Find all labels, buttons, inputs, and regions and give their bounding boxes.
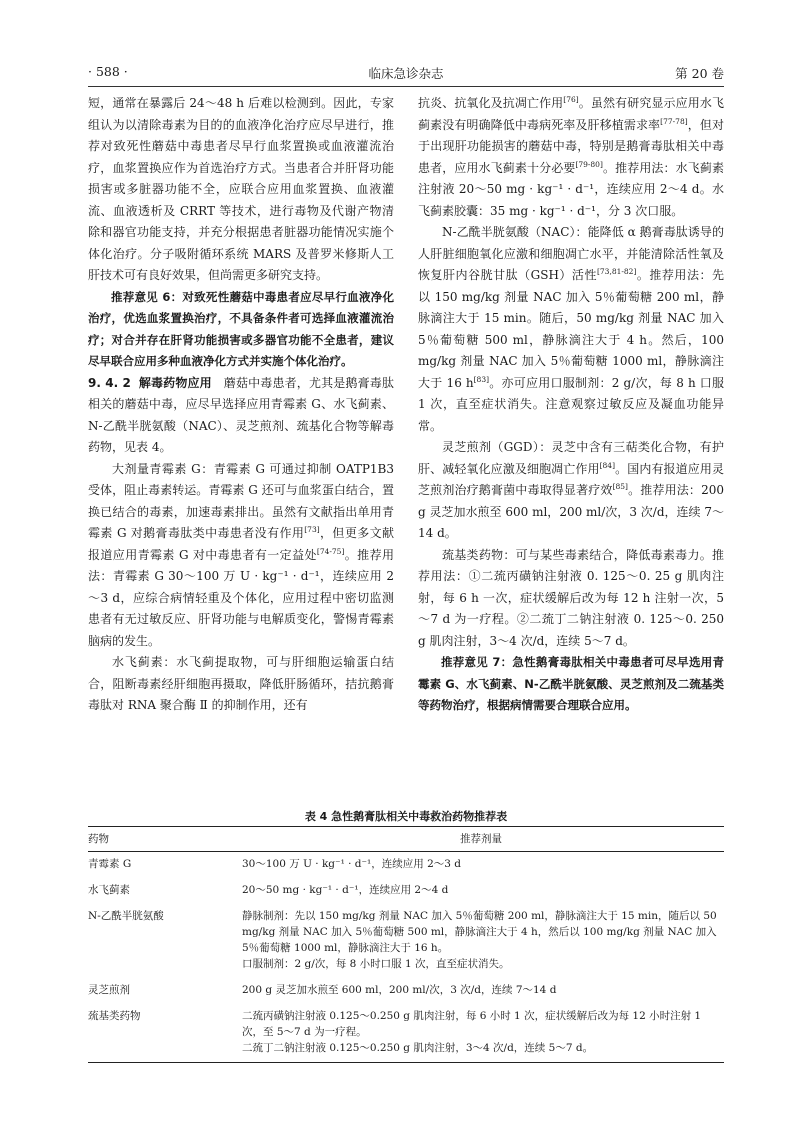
section-number: 9. 4. 2 xyxy=(88,375,131,390)
dose-line: 口服制剂：2 g/次，每 8 小时口服 1 次，直至症状消失。 xyxy=(242,958,510,970)
column-header-dose: 推荐剂量 xyxy=(242,827,724,852)
dose-cell xyxy=(242,852,724,879)
text-span: 灵芝煎剂（GGD）：灵芝中含有三萜类化合物，有护肝、减轻氧化应激及细胞凋亡作用 xyxy=(418,440,724,476)
header-rule xyxy=(88,86,724,87)
dose-cell xyxy=(242,904,724,978)
paragraph-silymarin: 水飞蓟素：水飞蓟提取物，可与肝细胞运输蛋白结合，阻断毒素经肝细胞再摄取，降低肝肠循环，拮抗鹅膏毒肽对 RNA 聚合酶 Ⅱ 的抑制作用，还有 xyxy=(88,655,394,712)
drug-name: N-乙酰半胱氨酸 xyxy=(88,910,164,922)
paragraph-silymarin-cont xyxy=(418,93,724,222)
citation: [77-78] xyxy=(660,116,688,126)
page-number: · 588 · xyxy=(88,64,128,79)
table-caption: 表 4 急性鹅膏肽相关中毒救治药物推荐表 xyxy=(304,810,508,823)
left-column xyxy=(88,93,394,717)
paragraph-ggd xyxy=(418,437,724,545)
paragraph-penicillin xyxy=(88,459,394,653)
text-span: 。推荐用法：青霉素 G 30～100 万 U · kg⁻¹ · d⁻¹，连续应用 2～3 d，应综合病情轻重及个体化，应用过程中密切监测患者有无过敏反应、肝肾功能与电解质变化，警惕青霉素脑病的发生。 xyxy=(88,547,394,648)
drug-name: 巯基类药物 xyxy=(88,1004,242,1063)
citation: [85] xyxy=(612,482,628,491)
dose-line: 30～100 万 U · kg⁻¹ · d⁻¹，连续应用 2～3 d xyxy=(242,858,462,870)
dose-line: 20～50 mg · kg⁻¹ · d⁻¹，连续应用 2～4 d xyxy=(242,884,449,896)
drug-table xyxy=(88,826,724,1063)
journal-name: 临床急诊杂志 xyxy=(368,66,444,81)
table-row xyxy=(88,978,724,1004)
dose-line: 二巯丁二钠注射液 0.125～0.250 g 肌肉注射，3～4 次/d，连续 5～7 d。 xyxy=(242,1042,594,1054)
right-column xyxy=(418,93,724,717)
citation: [79-80] xyxy=(575,159,603,169)
paragraph-plasma: 短，通常在暴露后 24～48 h 后难以检测到。因此，专家组认为以清除毒素为目的的血液净化治疗应尽早进行，推荐对致死性蘑菇中毒患者尽早行血浆置换或血液灌流治疗，血浆置换应作为首选治疗方式。当患者合并肝肾功能损害或多脏器功能不全，应联合应用血浆置换、血液灌流、血液透析及 CRRT 等技术，进行毒物及代谢产物清除和器官功能支持，并充分根据患者脏器功能情况实施个体化治疗。分子吸附循环系统 MARS 及普罗米修斯人工肝技术可有良好效果，但尚需更多研究支持。 xyxy=(88,96,394,282)
running-header xyxy=(88,64,724,86)
text-span: 抗炎、抗氧化及抗凋亡作用 xyxy=(418,96,564,110)
recommendation-6: 推荐意见 6：对致死性蘑菇中毒患者应尽早行血液净化治疗，优选血浆置换治疗，不具备条件者可选择血液灌流治疗；对合并存在肝肾功能损害或多器官功能不全患者，建议尽早联合应用多种血液净化方式并实施个体化治疗。 xyxy=(88,289,394,368)
text-span: 。推荐用法：先以 150 mg/kg 剂量 NAC 加入 5％葡萄糖 200 ml，静脉滴注大于 15 min。随后，50 mg/kg 剂量 NAC 加入 5％葡萄糖 500 ml，静脉滴注大于 4 h。然后，100 mg/kg 剂量 NAC 加入 5％葡萄糖 1000 ml，静脉滴注大于 16 h xyxy=(418,268,724,390)
text-span: 。推荐用法：水飞蓟素注射液 20～50 mg · kg⁻¹ · d⁻¹，连续应用 2～4 d。水飞蓟素胶囊：35 mg · kg⁻¹ · d⁻¹，分 3 次口服。 xyxy=(418,160,724,218)
section-9-4-2 xyxy=(88,373,394,459)
table-row xyxy=(88,1004,724,1063)
drug-name: 水飞蓟素 xyxy=(88,884,130,896)
text-span: ，但更多文献报道应用青霉素 G 对中毒患者有一定益处 xyxy=(88,526,394,562)
dose-line: 200 g 灵芝加水煎至 600 ml，200 ml/次，3 次/d，连续 7～14 d xyxy=(242,984,557,996)
dose-line: 二巯丙磺钠注射液 0.125～0.250 g 肌肉注射，每 6 小时 1 次，症状缓解后改为每 12 小时注射 1 次，至 5～7 d 为一疗程。 xyxy=(242,1010,702,1038)
citation: [76] xyxy=(563,95,579,104)
text-span: 。推荐用法：200 g 灵芝加水煎至 600 ml，200 ml/次，3 次/d，连续 7～14 d。 xyxy=(418,483,724,540)
column-header-drug: 药物 xyxy=(88,827,242,852)
text-span: ，但对于出现肝功能损害的蘑菇中毒，特别是鹅膏毒肽相关中毒患者，应用水飞蓟素十分必要 xyxy=(418,117,724,175)
text-span: 。国内有报道应用灵芝煎剂治疗鹅膏菌中毒取得显著疗效 xyxy=(418,461,724,497)
dose-line: 静脉制剂：先以 150 mg/kg 剂量 NAC 加入 5％葡萄糖 200 ml，静脉滴注大于 15 min，随后以 50 mg/kg 剂量 NAC 加入 5％葡萄糖 500 ml，静脉滴注大于 4 h，然后以 100 mg/kg 剂量 NAC 加入 5％葡萄糖 1000 ml，静脉滴注大于 16 h。 xyxy=(242,910,717,954)
section-text: 蘑菇中毒患者，尤其是鹅膏毒肽相关的蘑菇中毒，应尽早选择应用青霉素 G、水飞蓟素、N-乙酰半胱氨酸（NAC）、灵芝煎剂、巯基化合物等解毒药物，见表 4。 xyxy=(88,375,394,454)
recommendation-7: 推荐意见 7：急性鹅膏毒肽相关中毒患者可尽早选用青霉素 G、水飞蓟素、N-乙酰半胱氨酸、灵芝煎剂及二巯基类等药物治疗，根据病情需要合理联合应用。 xyxy=(418,655,724,712)
drug-name: 青霉素 G xyxy=(88,858,132,870)
dose-cell xyxy=(242,978,724,1004)
text-span: 。亦可应用口服制剂：2 g/次，每 8 h 口服 1 次，直至症状消失。注意观察过敏反应及凝血功能异常。 xyxy=(418,375,724,433)
citation: [84] xyxy=(599,460,616,470)
dose-cell xyxy=(242,1004,724,1063)
citation: [73] xyxy=(304,525,320,534)
section-title: 解毒药物应用 xyxy=(138,375,212,390)
table-row xyxy=(88,878,724,904)
table-row xyxy=(88,852,724,879)
paragraph-thiol: 巯基类药物：可与某些毒素结合，降低毒素毒力。推荐用法：①二巯丙磺钠注射液 0. 125～0. 25 g 肌肉注射，每 6 h 一次，症状缓解后改为每 12 h 注射一次，5～7 d 为一疗程。②二巯丁二钠注射液 0. 125～0. 250 g 肌肉注射，3～4 次/d，连续 5～7 d。 xyxy=(418,547,724,648)
volume-label: 第 20 卷 xyxy=(675,66,724,81)
drug-name: 灵芝煎剂 xyxy=(88,984,130,996)
dose-cell xyxy=(242,878,724,904)
table-header-row xyxy=(88,827,724,852)
text-span: N-乙酰半胱氨酸（NAC）：能降低 α 鹅膏毒肽诱导的人肝脏细胞氧化应激和细胞凋亡水平，并能清除活性氧及恢复肝内谷胱甘肽（GSH）活性 xyxy=(418,225,724,282)
paragraph-nac xyxy=(418,222,724,437)
text-span: 。虽然有研究显示应用水飞蓟素没有明确降低中毒病死率及肝移植需求率 xyxy=(418,96,724,132)
table-row xyxy=(88,904,724,978)
citation: [74-75] xyxy=(316,546,345,556)
citation: [73,81-82] xyxy=(596,267,637,276)
citation: [83] xyxy=(473,374,490,384)
text-span: 大剂量青霉素 G：青霉素 G 可通过抑制 OATP1B3 受体，阻止毒素转运。青霉素 G 还可与血浆蛋白结合，置换已结合的毒素，加速毒素排出。虽然有文献指出单用青霉素 G 对鹅膏毒肽类中毒患者没有作用 xyxy=(88,461,394,540)
